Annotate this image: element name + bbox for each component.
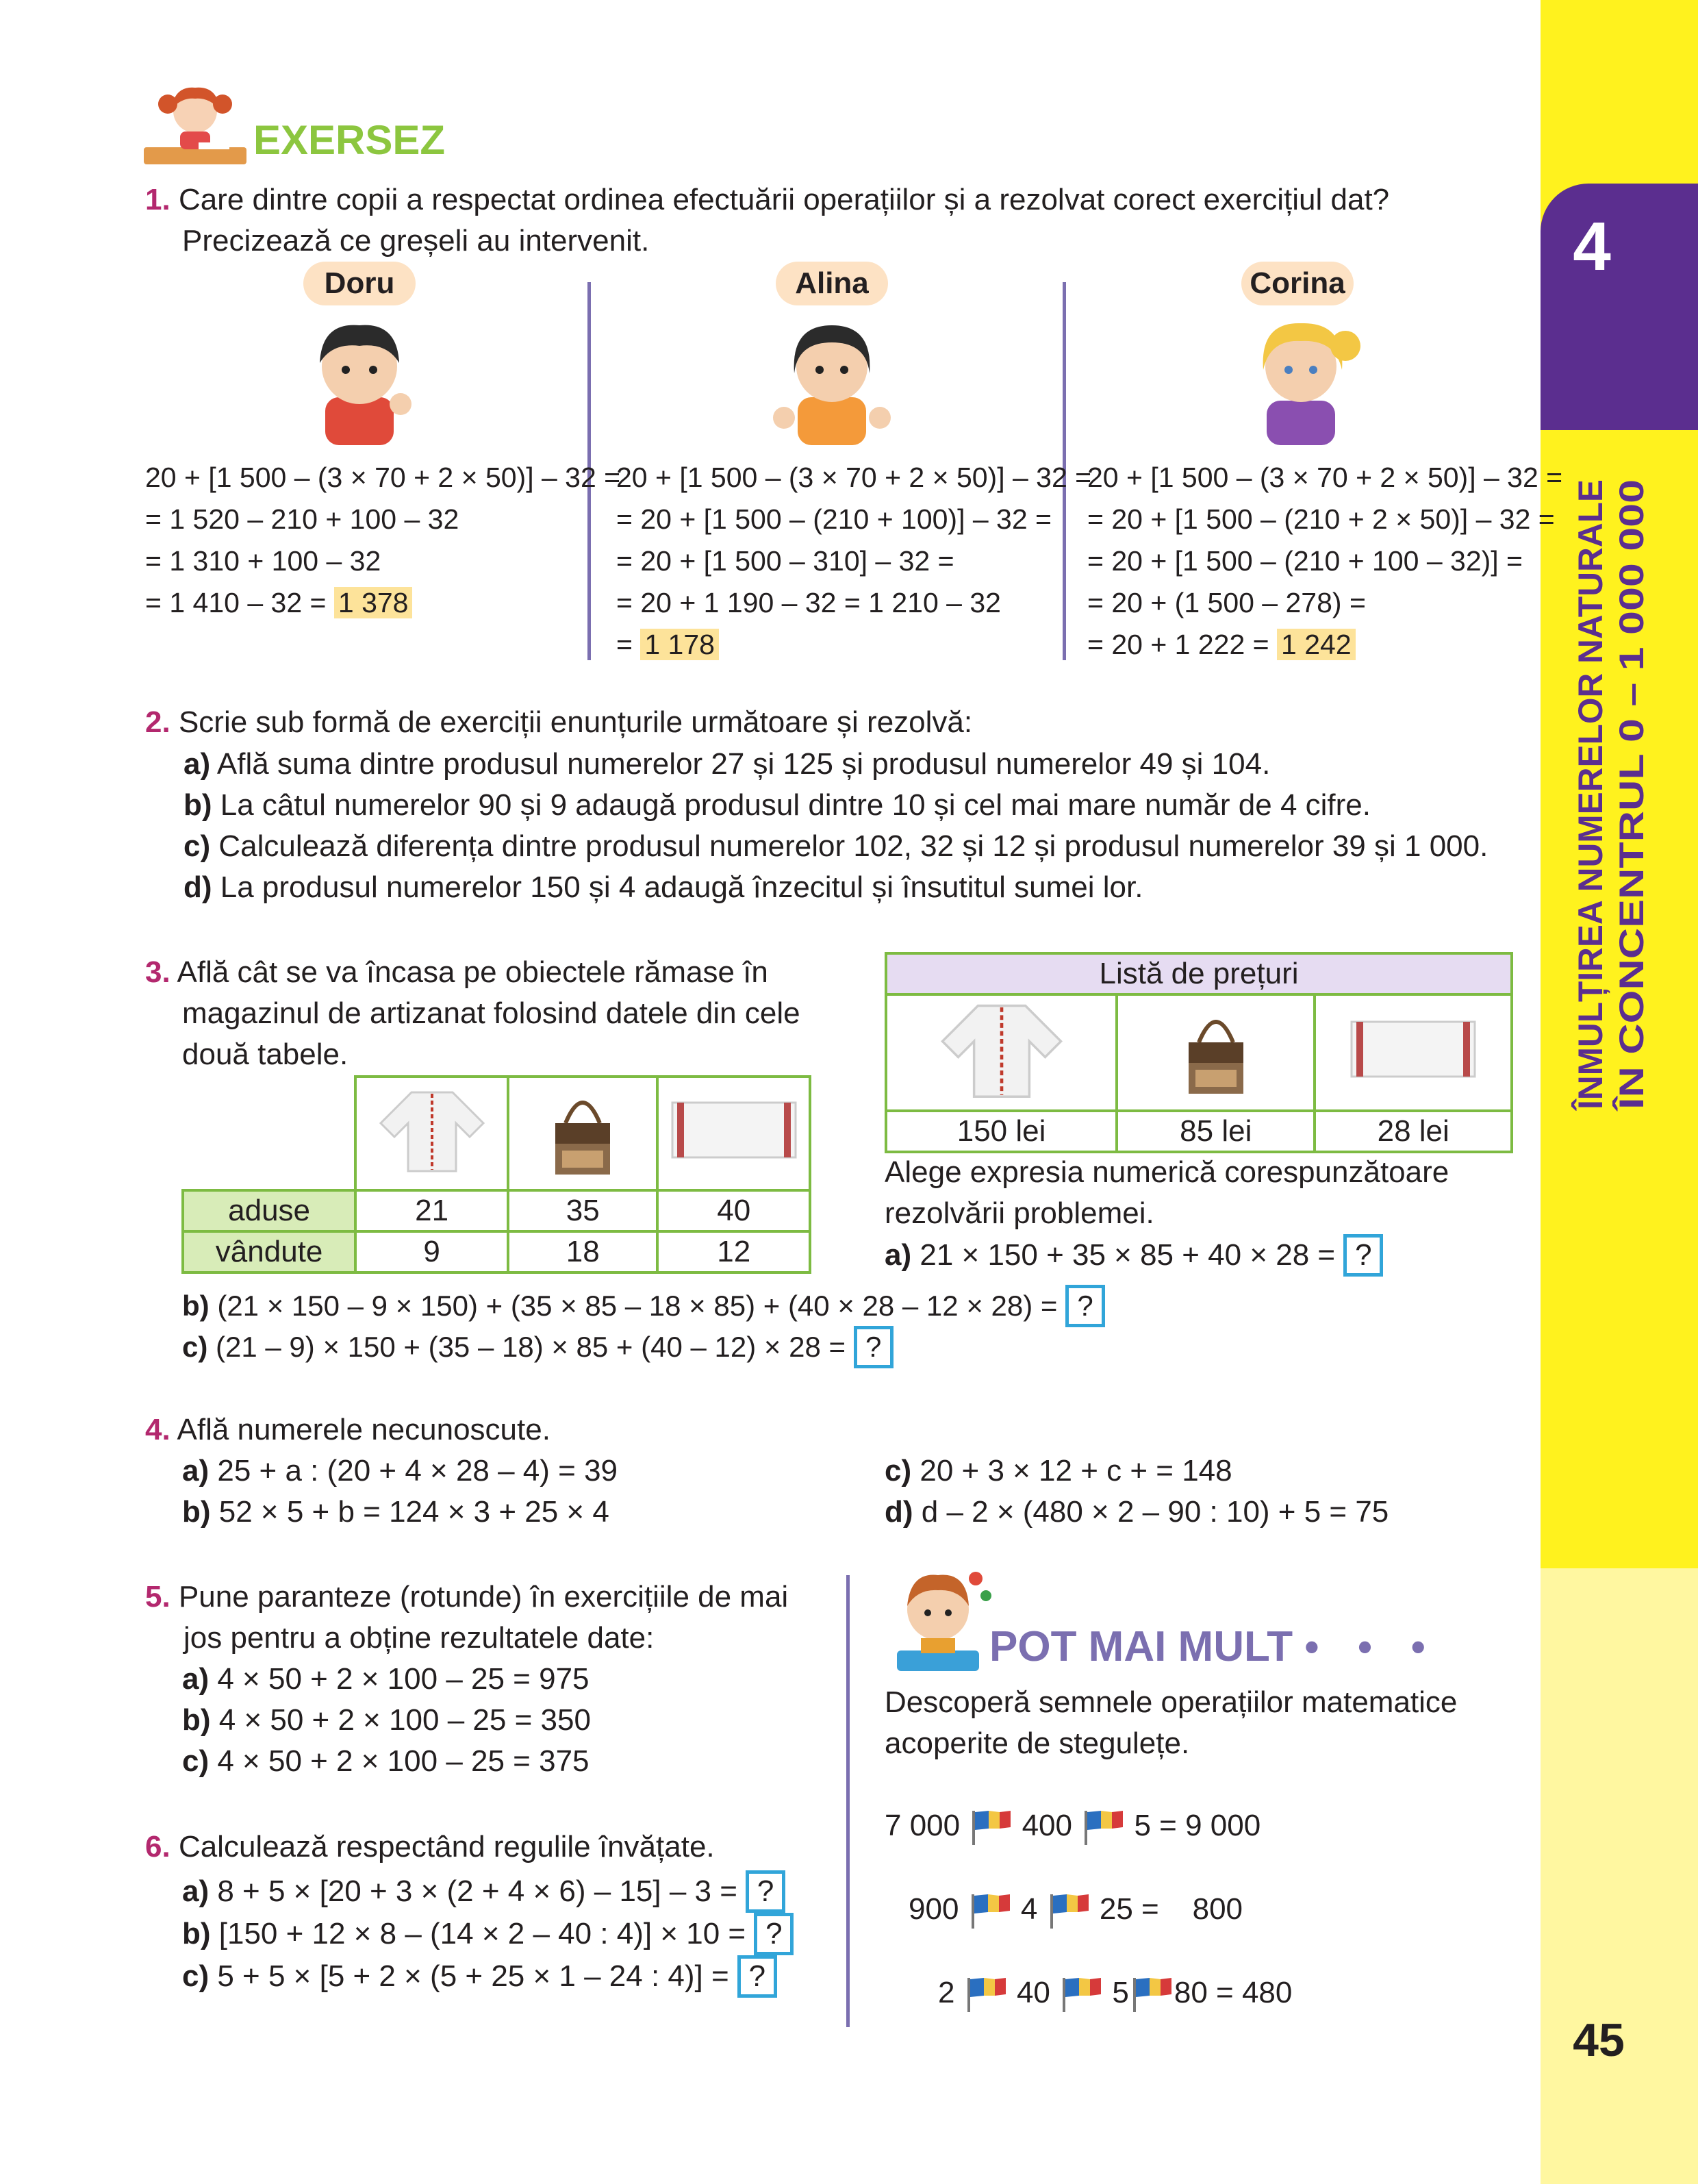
bonus-row-3: 2 40 5 80 = 480 xyxy=(938,1972,1292,2013)
alina-result: 1 178 xyxy=(640,629,719,660)
doru-line: = 1 310 + 100 – 32 xyxy=(145,545,381,577)
corina-line: = 20 + (1 500 – 278) = xyxy=(1087,587,1366,618)
flag-icon[interactable] xyxy=(1080,1808,1126,1846)
row-label-aduse: aduse xyxy=(183,1190,355,1231)
flag-icon[interactable] xyxy=(1129,1975,1174,2013)
bag-icon xyxy=(508,1077,657,1190)
alina-line: = 20 + [1 500 – (210 + 100)] – 32 = xyxy=(616,503,1052,535)
ex4-item-a: a) 25 + a : (20 + 4 × 28 – 4) = 39 xyxy=(182,1454,618,1488)
chapter-title-vertical xyxy=(1547,473,1684,1116)
answer-box[interactable]: ? xyxy=(1065,1285,1105,1327)
ex2-item-c: c) Calculează diferența dintre produsul numerelor 102, 32 și 12 și produsul numerelor 39 și 1 000. xyxy=(183,829,1488,863)
answer-box[interactable]: ? xyxy=(1343,1234,1383,1277)
ex3-line3: două tabele. xyxy=(182,1038,349,1071)
ex3-line1: 3. Află cât se va încasa pe obiectele rămase în xyxy=(145,955,768,989)
ex5-item-b: b) 4 × 50 + 2 × 100 – 25 = 350 xyxy=(182,1703,591,1737)
answer-box[interactable]: ? xyxy=(754,1913,794,1955)
ex4-item-b: b) 52 × 5 + b = 124 × 3 + 25 × 4 xyxy=(182,1495,609,1529)
ex2-intro-line xyxy=(145,702,972,743)
corina-result: 1 242 xyxy=(1277,629,1356,660)
corina-line: 20 + [1 500 – (3 × 70 + 2 × 50)] – 32 = xyxy=(1087,462,1563,493)
corina-line: = 20 + [1 500 – (210 + 100 – 32)] = xyxy=(1087,545,1523,577)
chapter-number: 4 xyxy=(1573,208,1611,285)
ex3-line2: magazinul de artizanat folosind datele din cele xyxy=(182,996,800,1030)
divider-3 xyxy=(846,1575,850,2027)
ex2-intro: Scrie sub formă de exerciții enunțurile următoare și rezolvă: xyxy=(178,705,973,739)
answer-box[interactable]: ? xyxy=(737,1955,777,1998)
badge-corina: Corina xyxy=(1241,262,1354,305)
doru-line: 20 + [1 500 – (3 × 70 + 2 × 50)] – 32 = xyxy=(145,462,621,493)
ex5-item-a: a) 4 × 50 + 2 × 100 – 25 = 975 xyxy=(182,1662,590,1696)
doru-solution xyxy=(145,457,620,624)
alina-line: = 20 + [1 500 – 310] – 32 = xyxy=(616,545,954,577)
chapter-title-line2: ÎN CONCENTRUL 0 – 1 000 000 xyxy=(1612,607,1651,1109)
flag-icon[interactable] xyxy=(963,1975,1009,2013)
cell: 12 xyxy=(657,1231,810,1272)
boy-reading-icon xyxy=(883,1561,993,1678)
cell: 9 xyxy=(355,1231,508,1272)
ex6-item-c: c) 5 + 5 × [5 + 2 × (5 + 25 × 1 – 24 : 4)] = ? xyxy=(182,1955,777,1998)
badge-alina: Alina xyxy=(776,262,888,305)
ex3-option-a: a) 21 × 150 + 35 × 85 + 40 × 28 = ? xyxy=(885,1234,1383,1277)
bonus-dots: • • • xyxy=(1304,1624,1439,1670)
ex6-item-b: b) [150 + 12 × 8 – (14 × 2 – 40 : 4)] × 10 = ? xyxy=(182,1913,794,1955)
cell: 21 xyxy=(355,1190,508,1231)
price: 150 lei xyxy=(886,1111,1117,1152)
ex1-question: Care dintre copii a respectat ordinea efectuării operațiilor și a rezolvat corect exercițiul dat? xyxy=(178,183,1390,216)
girl-alina-icon xyxy=(757,308,907,445)
ex5-number: 5. xyxy=(145,1580,170,1614)
ex3-number: 3. xyxy=(145,955,170,989)
ex4-intro-line: 4. Află numerele necunoscute. xyxy=(145,1413,550,1446)
answer-box[interactable]: ? xyxy=(746,1870,785,1913)
bonus-row-2: 900 4 25 = 800 xyxy=(909,1889,1243,1930)
towel-icon xyxy=(1315,994,1512,1111)
row-label-vandute: vândute xyxy=(183,1231,355,1272)
ex5-item-c: c) 4 × 50 + 2 × 100 – 25 = 375 xyxy=(182,1744,590,1778)
cell: 35 xyxy=(508,1190,657,1231)
alina-solution xyxy=(616,457,1091,666)
ex2-item-b: b) La câtul numerelor 90 și 9 adaugă produsul dintre 10 și cel mai mare număr de 4 cifre. xyxy=(183,788,1371,822)
bag-icon xyxy=(1117,994,1315,1111)
ex3-choose-line1: Alege expresia numerică corespunzătoare xyxy=(885,1155,1449,1189)
ex3-option-b: b) (21 × 150 – 9 × 150) + (35 × 85 – 18 × 85) + (40 × 28 – 12 × 28) = ? xyxy=(182,1285,1105,1327)
ex4-item-d: d) d – 2 × (480 × 2 – 90 : 10) + 5 = 75 xyxy=(885,1495,1389,1529)
ex4-item-c: c) 20 + 3 × 12 + c + = 148 xyxy=(885,1454,1232,1488)
cell: 40 xyxy=(657,1190,810,1231)
price: 85 lei xyxy=(1117,1111,1315,1152)
price-table xyxy=(885,952,1513,1153)
flag-icon[interactable] xyxy=(968,1808,1013,1846)
girl-writing-icon xyxy=(140,82,250,171)
ex6-intro-line: 6. Calculează respectând regulile învățate. xyxy=(145,1830,715,1863)
bonus-row-1: 7 000 400 5 = 9 000 xyxy=(885,1805,1260,1846)
corina-line: = 20 + 1 222 = 1 242 xyxy=(1087,624,1562,666)
price: 28 lei xyxy=(1315,1111,1512,1152)
alina-line: = 20 + 1 190 – 32 = 1 210 – 32 xyxy=(616,587,1001,618)
ex6-number: 6. xyxy=(145,1830,170,1863)
boy-doru-icon xyxy=(291,308,428,445)
blouse-icon xyxy=(355,1077,508,1190)
bonus-title: POT MAI MULT • • • xyxy=(989,1623,1439,1670)
ex2-item-a: a) Află suma dintre produsul numerelor 27 și 125 și produsul numerelor 49 și 104. xyxy=(183,747,1271,781)
corina-line: = 20 + [1 500 – (210 + 2 × 50)] – 32 = xyxy=(1087,503,1555,535)
corina-solution xyxy=(1087,457,1562,666)
ex5-line1: 5. Pune paranteze (rotunde) în exercițiile de mai xyxy=(145,1580,789,1614)
ex3-option-c: c) (21 – 9) × 150 + (35 – 18) × 85 + (40 – 12) × 28 = ? xyxy=(182,1326,894,1368)
ex2-item-d: d) La produsul numerelor 150 și 4 adaugă înzecitul și însutitul sumei lor. xyxy=(183,870,1143,904)
alina-line: 20 + [1 500 – (3 × 70 + 2 × 50)] – 32 = xyxy=(616,462,1092,493)
bonus-line1: Descoperă semnele operațiilor matematice xyxy=(885,1685,1458,1719)
ex4-number: 4. xyxy=(145,1413,170,1446)
ex1-line2: Precizează ce greșeli au intervenit. xyxy=(182,224,650,258)
page-number: 45 xyxy=(1573,2014,1625,2066)
answer-box[interactable]: ? xyxy=(854,1326,894,1368)
ex5-line2: jos pentru a obține rezultatele date: xyxy=(183,1621,655,1655)
chapter-title-line1: ÎNMULȚIREA NUMERELOR NATURALE xyxy=(1571,474,1610,1109)
price-table-title: Listă de prețuri xyxy=(886,953,1512,994)
towel-icon xyxy=(657,1077,810,1190)
ex2-number: 2. xyxy=(145,705,170,739)
flag-icon[interactable] xyxy=(1059,1975,1104,2013)
side-band-lower xyxy=(1541,1568,1698,2184)
badge-doru: Doru xyxy=(303,262,416,305)
doru-result: 1 378 xyxy=(334,587,413,618)
doru-line: = 1 410 – 32 = 1 378 xyxy=(145,582,620,624)
bonus-line2: acoperite de stegulețe. xyxy=(885,1727,1190,1760)
flag-icon[interactable] xyxy=(967,1892,1013,1930)
ex6-item-a: a) 8 + 5 × [20 + 3 × (2 + 4 × 6) – 15] – 3 = ? xyxy=(182,1870,785,1913)
ex1-number: 1. xyxy=(145,183,170,216)
girl-corina-icon xyxy=(1232,308,1369,445)
flag-icon[interactable] xyxy=(1046,1892,1091,1930)
ex1-line1 xyxy=(145,179,1389,221)
alina-line: = 1 178 xyxy=(616,624,1091,666)
blouse-icon xyxy=(886,994,1117,1111)
cell: 18 xyxy=(508,1231,657,1272)
stock-table xyxy=(181,1075,811,1274)
ex3-choose-line2: rezolvării problemei. xyxy=(885,1196,1154,1230)
section-title-exersez: EXERSEZ xyxy=(253,117,446,163)
doru-line: = 1 520 – 210 + 100 – 32 xyxy=(145,503,459,535)
